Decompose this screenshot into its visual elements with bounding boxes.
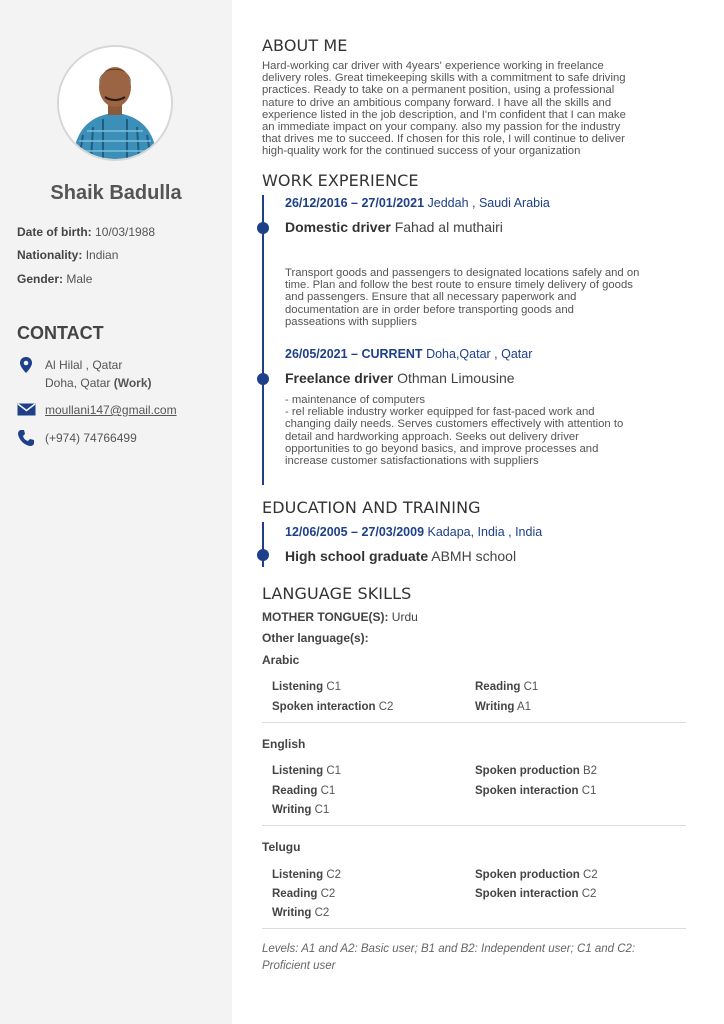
profile-photo [59, 47, 171, 159]
skill-level: C2 [378, 701, 394, 713]
about-line: delivery roles. Great timekeeping skills with a commitment to safe driving [262, 72, 626, 85]
job-description [285, 394, 690, 467]
skill-item [272, 785, 335, 797]
skill-item [475, 888, 596, 900]
skill-level: C1 [523, 681, 539, 693]
job-title [285, 219, 503, 235]
other-languages-label [262, 631, 369, 645]
job-dates-range: 26/12/2016 – 27/01/2021 [285, 196, 425, 210]
language-name-text: English [262, 737, 306, 751]
skill-item [475, 869, 598, 881]
about-line: that drives me to succeed. If chosen for this role, I will continue to deliver [262, 133, 625, 146]
job-description [285, 267, 690, 328]
gender-value: Male [66, 272, 93, 286]
job-dates [285, 347, 532, 361]
skill-item [475, 765, 597, 777]
about-line: Hard-working car driver with 4years' experience working in freelance [262, 60, 604, 72]
skill-label: Listening [272, 765, 324, 777]
about-line: practices. Ready to take on a permanent position, using a professional [262, 84, 615, 97]
skill-level: C1 [581, 785, 597, 797]
job-employer: Fahad al muthairi [394, 219, 503, 235]
address-city: Doha, Qatar [45, 376, 111, 390]
timeline-dot [257, 549, 269, 561]
job-description-line: passeations with suppliers [285, 315, 417, 328]
job-description-line: documentation are in order before transporting goods and [285, 303, 574, 316]
job-title [285, 370, 515, 386]
divider [262, 722, 686, 723]
skill-label: Spoken interaction [272, 701, 376, 713]
language-name [262, 737, 305, 751]
avatar [57, 45, 173, 161]
education-dates-range: 12/06/2005 – 27/03/2009 [285, 525, 425, 539]
skill-level: C1 [326, 681, 342, 693]
candidate-name: Shaik Badulla [50, 182, 182, 204]
gender-label: Gender: [17, 272, 64, 286]
language-name-text: Telugu [262, 840, 301, 854]
skill-item [272, 701, 393, 713]
skill-item [475, 701, 531, 713]
divider [262, 825, 686, 826]
skill-level: C2 [581, 888, 597, 900]
dob-value: 10/03/1988 [95, 225, 156, 239]
job-description-line: changing daily needs. Serves customers effectively with attention to [285, 418, 624, 431]
skill-label: Spoken production [475, 765, 580, 777]
contact-heading: CONTACT [17, 323, 104, 343]
contact-phone[interactable]: (+974) 74766499 [45, 431, 137, 445]
envelope-icon [17, 402, 36, 422]
address-line-2 [45, 374, 152, 392]
work-heading: WORK EXPERIENCE [262, 171, 419, 190]
about-heading: ABOUT ME [262, 36, 348, 55]
skill-label: Writing [272, 804, 312, 816]
about-text [262, 60, 692, 158]
gender [17, 272, 92, 286]
education-dates [285, 525, 542, 539]
skill-level: C2 [320, 888, 336, 900]
education-location: Kadapa, India , India [427, 525, 543, 539]
skill-level: C1 [326, 765, 342, 777]
dob-label: Date of birth: [17, 225, 92, 239]
job-description-line: - rel reliable industry worker equipped for fast-paced work and [285, 406, 595, 419]
job-location: Jeddah , Saudi Arabia [427, 196, 550, 210]
education-degree: High school graduate [285, 548, 429, 564]
job-employer: Othman Limousine [397, 370, 515, 386]
address-tag: (Work) [113, 376, 152, 390]
job-dates [285, 196, 550, 210]
about-line: experience listed in the job description, and I'm confident that I can make [262, 108, 626, 121]
job-description-line: opportunities to go beyond basics, and improve processes and [285, 442, 599, 455]
skill-item [272, 765, 341, 777]
skill-level: B2 [582, 765, 598, 777]
skill-label: Spoken interaction [475, 785, 579, 797]
skill-label: Writing [475, 701, 515, 713]
skill-level: C1 [314, 804, 330, 816]
skill-label: Listening [272, 681, 324, 693]
job-description-line: and passengers. Ensure that all necessary paperwork and [285, 291, 577, 304]
skill-item [272, 888, 335, 900]
education-heading: EDUCATION AND TRAINING [262, 498, 481, 517]
skill-level: A1 [516, 701, 532, 713]
address-line-1: Al Hilal , Qatar [45, 358, 123, 372]
skill-item [475, 785, 596, 797]
job-description-line: detail and hardworking approach. Seeks out delivery driver [285, 430, 579, 443]
education-title [285, 548, 516, 564]
mother-tongue-label: MOTHER TONGUE(S): [262, 610, 389, 624]
skill-item [272, 681, 341, 693]
skill-item [272, 869, 341, 881]
skill-item [272, 907, 329, 919]
location-pin-icon [17, 356, 35, 379]
job-role: Freelance driver [285, 370, 394, 386]
job-location: Doha,Qatar , Qatar [426, 347, 533, 361]
skill-level: C1 [320, 785, 336, 797]
mother-tongue [262, 610, 418, 624]
skill-label: Reading [272, 888, 318, 900]
skill-label: Spoken interaction [475, 888, 579, 900]
about-line: nature to drive an ambitious company forward. I have all the skills and [262, 96, 612, 109]
timeline-dot [257, 373, 269, 385]
timeline-dot [257, 222, 269, 234]
education-school: ABMH school [431, 548, 517, 564]
language-levels-footnote: Levels: A1 and A2: Basic user; B1 and B2: Independent user; C1 and C2: Proficient user [262, 943, 636, 972]
nationality-label: Nationality: [17, 248, 83, 262]
date-of-birth [17, 225, 155, 239]
skill-item [272, 804, 329, 816]
phone-icon [17, 429, 35, 452]
about-line: an immediate impact on your company. also my passion for the industry [262, 121, 621, 134]
skill-level: C2 [326, 869, 342, 881]
skill-item [475, 681, 538, 693]
skill-label: Spoken production [475, 869, 580, 881]
job-description-line: Transport goods and passengers to designated locations safely and on [285, 267, 640, 279]
skill-level: C2 [314, 907, 330, 919]
skill-level: C2 [582, 869, 598, 881]
contact-email[interactable] [45, 401, 177, 419]
skill-label: Reading [272, 785, 318, 797]
divider [262, 928, 686, 929]
job-role: Domestic driver [285, 219, 391, 235]
mother-tongue-value: Urdu [391, 610, 418, 624]
email-link[interactable]: moullani147@gmail.com [45, 403, 177, 417]
language-name [262, 840, 300, 854]
about-line: high-quality work for the continued success of your organization [262, 145, 581, 158]
work-timeline [262, 195, 264, 485]
nationality [17, 248, 118, 262]
language-name-text: Arabic [262, 653, 300, 667]
language-name [262, 653, 299, 667]
contact-address [45, 356, 152, 392]
job-description-line: increase customer satisfactionations with suppliers [285, 455, 539, 468]
job-description-line: time. Plan and follow the best route to ensure timely delivery of goods [285, 279, 633, 292]
language-heading: LANGUAGE SKILLS [262, 584, 412, 603]
other-languages-text: Other language(s): [262, 631, 369, 645]
skill-label: Listening [272, 869, 324, 881]
job-dates-range: 26/05/2021 – CURRENT [285, 347, 423, 361]
job-description-line: - maintenance of computers [285, 394, 426, 406]
nationality-value: Indian [85, 248, 119, 262]
skill-label: Reading [475, 681, 521, 693]
skill-label: Writing [272, 907, 312, 919]
